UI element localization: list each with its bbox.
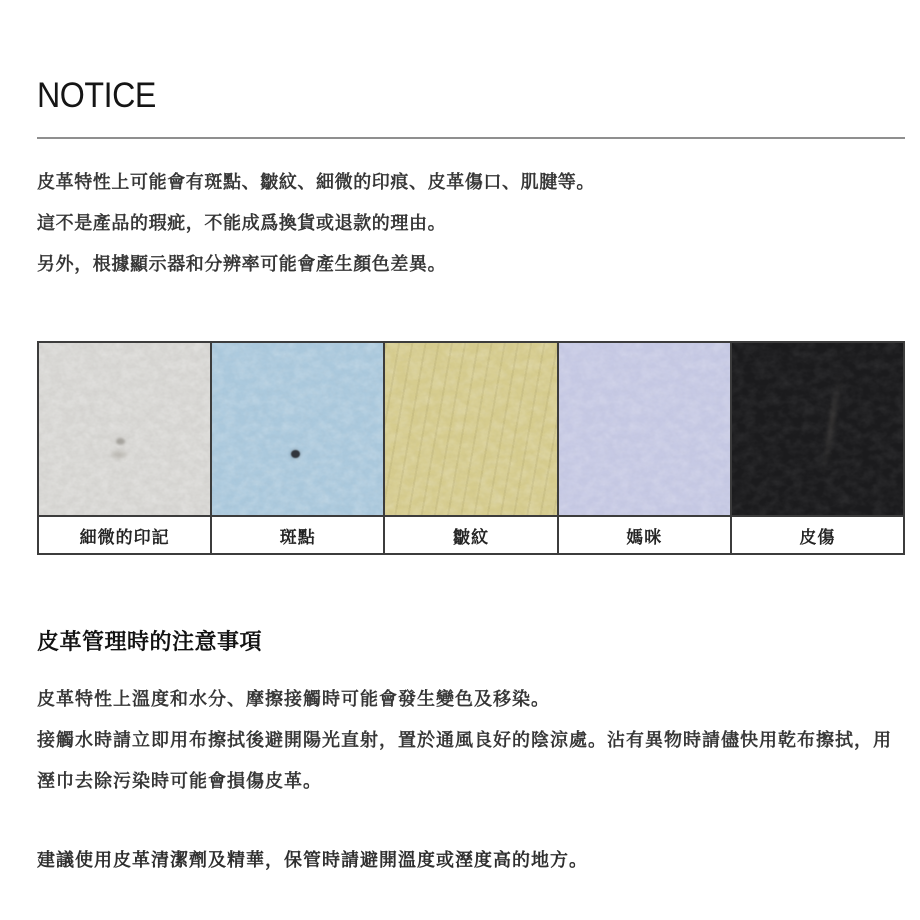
defect-column-scratch <box>732 343 903 553</box>
defect-column-birthmark <box>559 343 732 553</box>
leather-defect-table <box>37 341 905 555</box>
intro-paragraph: 這不是產品的瑕疵，不能成爲換貨或退款的理由。 <box>37 213 447 233</box>
leather-texture <box>559 343 730 515</box>
swatch-label: 斑點 <box>212 515 383 553</box>
defect-column-spots <box>212 343 385 553</box>
care-paragraph: 建議使用皮革清潔劑及精華，保管時請避開溫度或溼度高的地方。 <box>37 850 588 870</box>
defect-column-subtle-marks <box>39 343 212 553</box>
swatch-label: 細微的印記 <box>39 515 210 553</box>
leather-texture <box>732 343 903 515</box>
page-title: NOTICE <box>37 76 156 115</box>
swatch-label: 皺紋 <box>385 515 556 553</box>
care-section <box>37 679 905 881</box>
care-paragraph: 接觸水時請立即用布擦拭後避開陽光直射，置於通風良好的陰涼處。沾有異物時請儘快用乾布擦拭，用溼巾去除污染時可能會損傷皮革。 <box>37 730 892 791</box>
leather-swatch-image <box>385 343 556 515</box>
swatch-label: 媽咪 <box>559 515 730 553</box>
leather-swatch-image <box>559 343 730 515</box>
leather-swatch-image <box>212 343 383 515</box>
title-divider <box>37 137 905 139</box>
swatch-label: 皮傷 <box>732 515 903 553</box>
defect-column-wrinkles <box>385 343 558 553</box>
intro-section <box>37 169 905 277</box>
leather-texture <box>212 343 383 515</box>
care-section-title: 皮革管理時的注意事項 <box>37 629 263 654</box>
defect-mark <box>291 450 300 458</box>
wrinkle-lines <box>385 343 556 515</box>
defect-mark <box>116 438 125 445</box>
leather-texture <box>39 343 210 515</box>
intro-paragraph: 另外，根據顯示器和分辨率可能會產生顏色差異。 <box>37 254 447 274</box>
leather-swatch-image <box>732 343 903 515</box>
care-paragraph: 皮革特性上溫度和水分、摩擦接觸時可能會發生變色及移染。 <box>37 689 550 709</box>
notice-page <box>37 0 905 881</box>
leather-swatch-image <box>39 343 210 515</box>
intro-paragraph: 皮革特性上可能會有斑點、皺紋、細微的印痕、皮革傷口、肌腱等。 <box>37 172 595 192</box>
